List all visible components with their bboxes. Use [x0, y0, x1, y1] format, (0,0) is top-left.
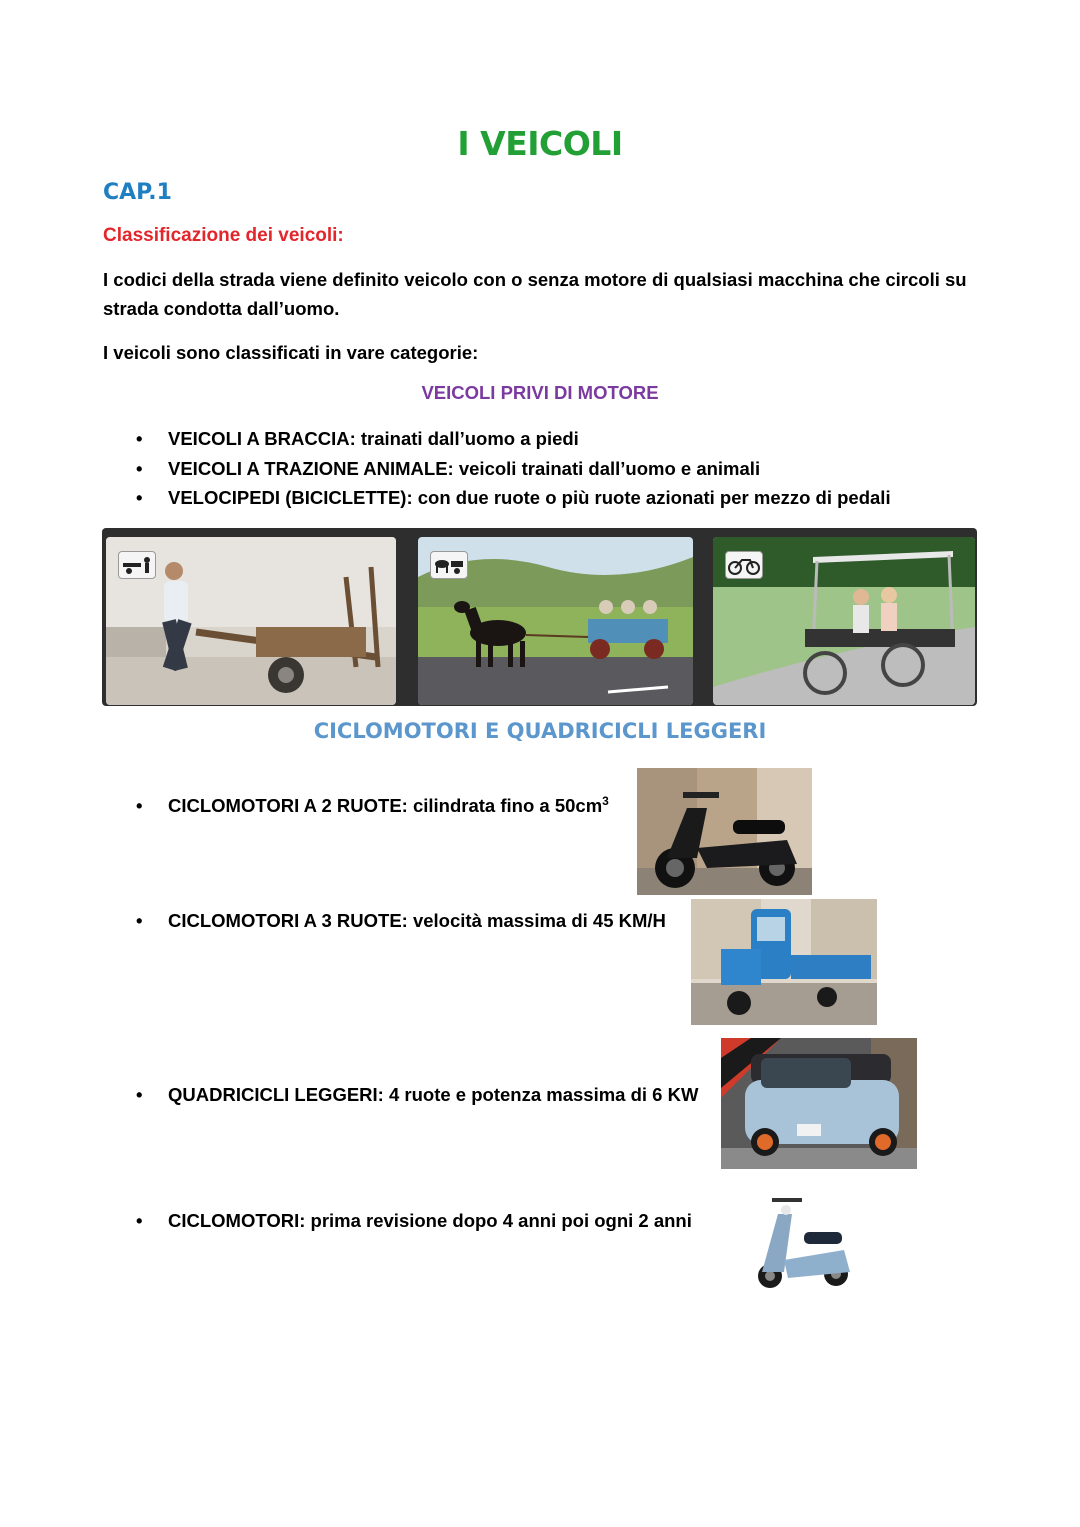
list-item-light-quadricycles: [136, 1083, 698, 1107]
photo-horse-carriage: [418, 537, 693, 705]
section-heading-no-motor: VEICOLI PRIVI DI MOTORE: [421, 382, 659, 403]
list-item-hand-vehicles: [136, 427, 579, 451]
item-text: 4 ruote e potenza massima di 6 KW: [383, 1084, 699, 1105]
horse-carriage-sign-icon: [430, 551, 468, 579]
list-item-bicycles: [136, 486, 891, 510]
bullet-icon: •: [136, 795, 143, 816]
list-item-moped-inspection: [136, 1209, 692, 1233]
bicycle-sign-icon: [725, 551, 763, 579]
item-term: VEICOLI A BRACCIA:: [168, 428, 356, 449]
item-term: CICLOMOTORI A 2 RUOTE:: [168, 795, 408, 816]
photo-black-scooter: [637, 768, 812, 895]
item-text: veicoli trainati dall’uomo e animali: [453, 458, 761, 479]
list-item-two-wheel-mopeds: [136, 794, 609, 818]
photo-strip: [102, 528, 977, 706]
item-term: VEICOLI A TRAZIONE ANIMALE:: [168, 458, 454, 479]
bullet-icon: •: [136, 458, 143, 479]
item-term: CICLOMOTORI:: [168, 1210, 306, 1231]
item-term: CICLOMOTORI A 3 RUOTE:: [168, 910, 408, 931]
section-heading-mopeds: CICLOMOTORI E QUADRICICLI LEGGERI: [313, 719, 767, 743]
intro-line-2: strada condotta dall’uomo.: [103, 298, 340, 319]
item-term: VELOCIPEDI (BICICLETTE):: [168, 487, 413, 508]
item-text: velocità massima di 45 KM/H: [407, 910, 666, 931]
photo-pedal-quadricycle: [713, 537, 975, 705]
chapter-heading: CAP.1: [103, 180, 172, 205]
photo-light-blue-vespa: [748, 1188, 856, 1298]
bullet-icon: •: [136, 910, 143, 931]
item-text: cilindrata fino a 50cm: [407, 795, 603, 816]
list-item-three-wheel-mopeds: [136, 909, 666, 933]
photo-hand-cart: [106, 537, 396, 705]
bullet-icon: •: [136, 428, 143, 449]
item-term: QUADRICICLI LEGGERI:: [168, 1084, 384, 1105]
hand-cart-sign-icon: [118, 551, 156, 579]
bullet-icon: •: [136, 1210, 143, 1231]
page-title: I VEICOLI: [457, 124, 623, 163]
bullet-icon: •: [136, 487, 143, 508]
item-text: con due ruote o più ruote azionati per mezzo di pedali: [412, 487, 891, 508]
bullet-icon: •: [136, 1084, 143, 1105]
intro-paragraph: [103, 265, 1003, 323]
item-text: trainati dall’uomo a piedi: [355, 428, 579, 449]
section-subheading: Classificazione dei veicoli:: [103, 225, 344, 246]
intro-line-1: I codici della strada viene definito veicolo con o senza motore di qualsiasi macchina che circoli su: [103, 269, 967, 290]
superscript-unit: 3: [602, 793, 609, 808]
photo-blue-three-wheeler: [691, 899, 877, 1025]
item-text: prima revisione dopo 4 anni poi ogni 2 anni: [305, 1210, 692, 1231]
categories-intro: I veicoli sono classificati in vare categorie:: [103, 342, 479, 363]
photo-microcar: [721, 1038, 917, 1169]
list-item-animal-vehicles: [136, 457, 760, 481]
